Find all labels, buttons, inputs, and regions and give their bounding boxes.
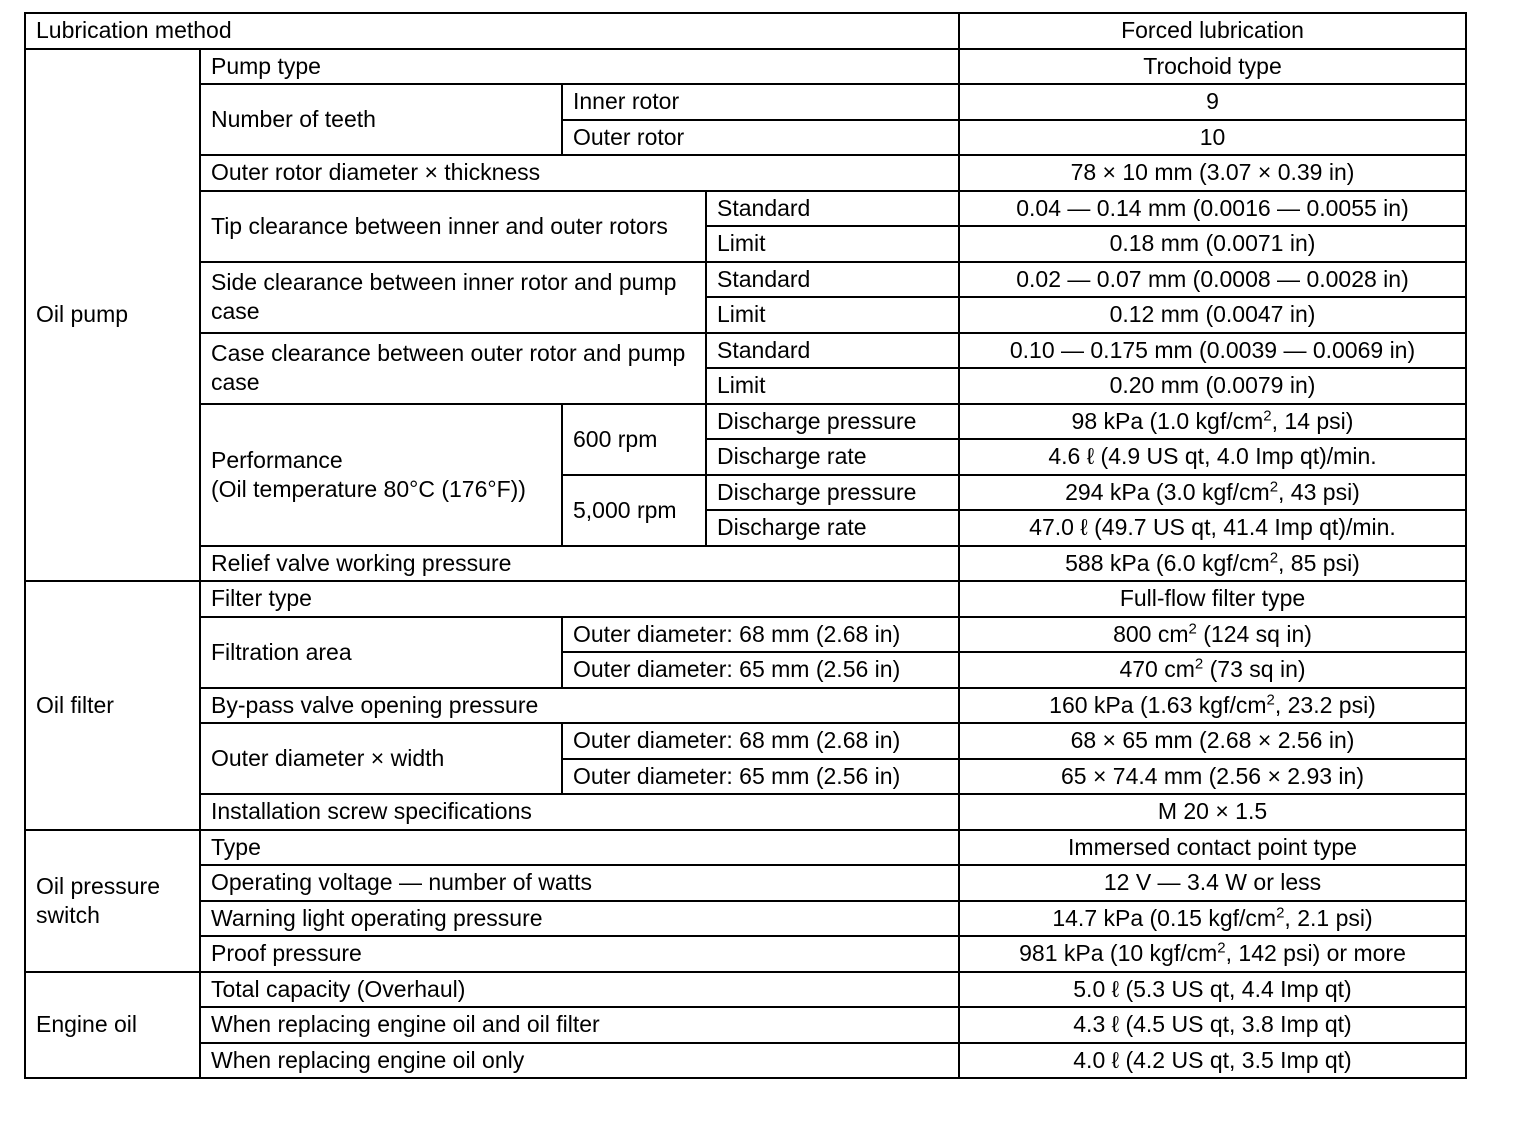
table-row <box>25 1043 1466 1079</box>
bypass-valve-label: By-pass valve opening pressure <box>200 688 959 724</box>
outer-rotor-size-label: Outer rotor diameter × thickness <box>200 155 959 191</box>
table-row <box>25 581 1466 617</box>
number-of-teeth-label: Number of teeth <box>200 84 562 155</box>
discharge-pressure-label: Discharge pressure <box>706 404 959 440</box>
table-row <box>25 794 1466 830</box>
relief-valve-value: 588 kPa (6.0 kgf/$cm^2$, 85 psi) <box>959 546 1466 582</box>
tip-clearance-limit-value: 0.18 mm (0.0071 in) <box>959 226 1466 262</box>
side-clearance-standard-value: 0.02 — 0.07 mm (0.0008 — 0.0028 in) <box>959 262 1466 298</box>
table-row <box>25 830 1466 866</box>
rpm-5000-label: 5,000 rpm <box>562 475 706 546</box>
case-clearance-label: Case clearance between outer rotor and pump case <box>200 333 706 404</box>
lubrication-method-label: Lubrication method <box>25 13 959 49</box>
rpm-600-label: 600 rpm <box>562 404 706 475</box>
tip-clearance-limit-label: Limit <box>706 226 959 262</box>
operating-voltage-label: Operating voltage — number of watts <box>200 865 959 901</box>
side-clearance-standard-label: Standard <box>706 262 959 298</box>
discharge-rate-label: Discharge rate <box>706 510 959 546</box>
operating-voltage-value: 12 V — 3.4 W or less <box>959 865 1466 901</box>
od-width-label: Outer diameter × width <box>200 723 562 794</box>
discharge-pressure-label: Discharge pressure <box>706 475 959 511</box>
oil-pump-group-label: Oil pump <box>25 49 200 582</box>
performance-label-line1: Performance <box>211 446 343 473</box>
filtration-od68-label: Outer diameter: 68 mm (2.68 in) <box>562 617 959 653</box>
warning-light-label: Warning light operating pressure <box>200 901 959 937</box>
table-row <box>25 1007 1466 1043</box>
discharge-rate-label: Discharge rate <box>706 439 959 475</box>
outer-rotor-label: Outer rotor <box>562 120 959 156</box>
filter-type-label: Filter type <box>200 581 959 617</box>
table-row <box>25 84 1466 120</box>
filtration-od65-label: Outer diameter: 65 mm (2.56 in) <box>562 652 959 688</box>
side-clearance-limit-value: 0.12 mm (0.0047 in) <box>959 297 1466 333</box>
filter-type-value: Full-flow filter type <box>959 581 1466 617</box>
table-row <box>25 13 1466 49</box>
table-row <box>25 723 1466 759</box>
table-row <box>25 333 1466 369</box>
od-width-od68-label: Outer diameter: 68 mm (2.68 in) <box>562 723 959 759</box>
table-row <box>25 865 1466 901</box>
case-clearance-limit-label: Limit <box>706 368 959 404</box>
discharge-pressure-5000-value: 294 kPa (3.0 kgf/$cm^2$, 43 psi) <box>959 475 1466 511</box>
outer-rotor-value: 10 <box>959 120 1466 156</box>
table-row <box>25 546 1466 582</box>
engine-oil-group-label: Engine oil <box>25 972 200 1079</box>
performance-label <box>200 404 562 546</box>
table-row <box>25 617 1466 653</box>
total-capacity-label: Total capacity (Overhaul) <box>200 972 959 1008</box>
tip-clearance-standard-label: Standard <box>706 191 959 227</box>
switch-type-value: Immersed contact point type <box>959 830 1466 866</box>
lubrication-method-value: Forced lubrication <box>959 13 1466 49</box>
replace-oil-and-filter-label: When replacing engine oil and oil filter <box>200 1007 959 1043</box>
table-row <box>25 972 1466 1008</box>
table-row <box>25 936 1466 972</box>
oil-pressure-switch-line1: Oil pressure <box>36 872 160 899</box>
table-row <box>25 49 1466 85</box>
proof-pressure-label: Proof pressure <box>200 936 959 972</box>
table-row <box>25 155 1466 191</box>
tip-clearance-standard-value: 0.04 — 0.14 mm (0.0016 — 0.0055 in) <box>959 191 1466 227</box>
case-clearance-standard-value: 0.10 — 0.175 mm (0.0039 — 0.0069 in) <box>959 333 1466 369</box>
tip-clearance-label: Tip clearance between inner and outer rotors <box>200 191 706 262</box>
side-clearance-limit-label: Limit <box>706 297 959 333</box>
discharge-rate-5000-value: 47.0 ℓ (49.7 US qt, 41.4 Imp qt)/min. <box>959 510 1466 546</box>
pump-type-value: Trochoid type <box>959 49 1466 85</box>
filtration-od65-value: 470 $cm^2$ (73 sq in) <box>959 652 1466 688</box>
oil-filter-group-label: Oil filter <box>25 581 200 830</box>
table-row <box>25 191 1466 227</box>
inner-rotor-label: Inner rotor <box>562 84 959 120</box>
table-row <box>25 262 1466 298</box>
discharge-rate-600-value: 4.6 ℓ (4.9 US qt, 4.0 Imp qt)/min. <box>959 439 1466 475</box>
inner-rotor-value: 9 <box>959 84 1466 120</box>
table-row <box>25 404 1466 440</box>
lubrication-spec-table <box>24 12 1467 1079</box>
screw-spec-value: M 20 × 1.5 <box>959 794 1466 830</box>
oil-pressure-switch-line2: switch <box>36 901 100 928</box>
proof-pressure-value: 981 kPa (10 kgf/$cm^2$, 142 psi) or more <box>959 936 1466 972</box>
od-width-od65-label: Outer diameter: 65 mm (2.56 in) <box>562 759 959 795</box>
replace-oil-only-value: 4.0 ℓ (4.2 US qt, 3.5 Imp qt) <box>959 1043 1466 1079</box>
outer-rotor-size-value: 78 × 10 mm (3.07 × 0.39 in) <box>959 155 1466 191</box>
od-width-od68-value: 68 × 65 mm (2.68 × 2.56 in) <box>959 723 1466 759</box>
filtration-od68-value: 800 $cm^2$ (124 sq in) <box>959 617 1466 653</box>
od-width-od65-value: 65 × 74.4 mm (2.56 × 2.93 in) <box>959 759 1466 795</box>
table-row <box>25 901 1466 937</box>
replace-oil-only-label: When replacing engine oil only <box>200 1043 959 1079</box>
bypass-valve-value: 160 kPa (1.63 kgf/$cm^2$, 23.2 psi) <box>959 688 1466 724</box>
replace-oil-and-filter-value: 4.3 ℓ (4.5 US qt, 3.8 Imp qt) <box>959 1007 1466 1043</box>
case-clearance-limit-value: 0.20 mm (0.0079 in) <box>959 368 1466 404</box>
warning-light-value: 14.7 kPa (0.15 kgf/$cm^2$, 2.1 psi) <box>959 901 1466 937</box>
switch-type-label: Type <box>200 830 959 866</box>
discharge-pressure-600-value: 98 kPa (1.0 kgf/$cm^2$, 14 psi) <box>959 404 1466 440</box>
case-clearance-standard-label: Standard <box>706 333 959 369</box>
table-row <box>25 688 1466 724</box>
screw-spec-label: Installation screw specifications <box>200 794 959 830</box>
relief-valve-label: Relief valve working pressure <box>200 546 959 582</box>
performance-label-line2: (Oil temperature 80°C (176°F)) <box>211 475 526 502</box>
pump-type-label: Pump type <box>200 49 959 85</box>
total-capacity-value: 5.0 ℓ (5.3 US qt, 4.4 Imp qt) <box>959 972 1466 1008</box>
side-clearance-label: Side clearance between inner rotor and pump case <box>200 262 706 333</box>
oil-pressure-switch-group-label <box>25 830 200 972</box>
filtration-area-label: Filtration area <box>200 617 562 688</box>
